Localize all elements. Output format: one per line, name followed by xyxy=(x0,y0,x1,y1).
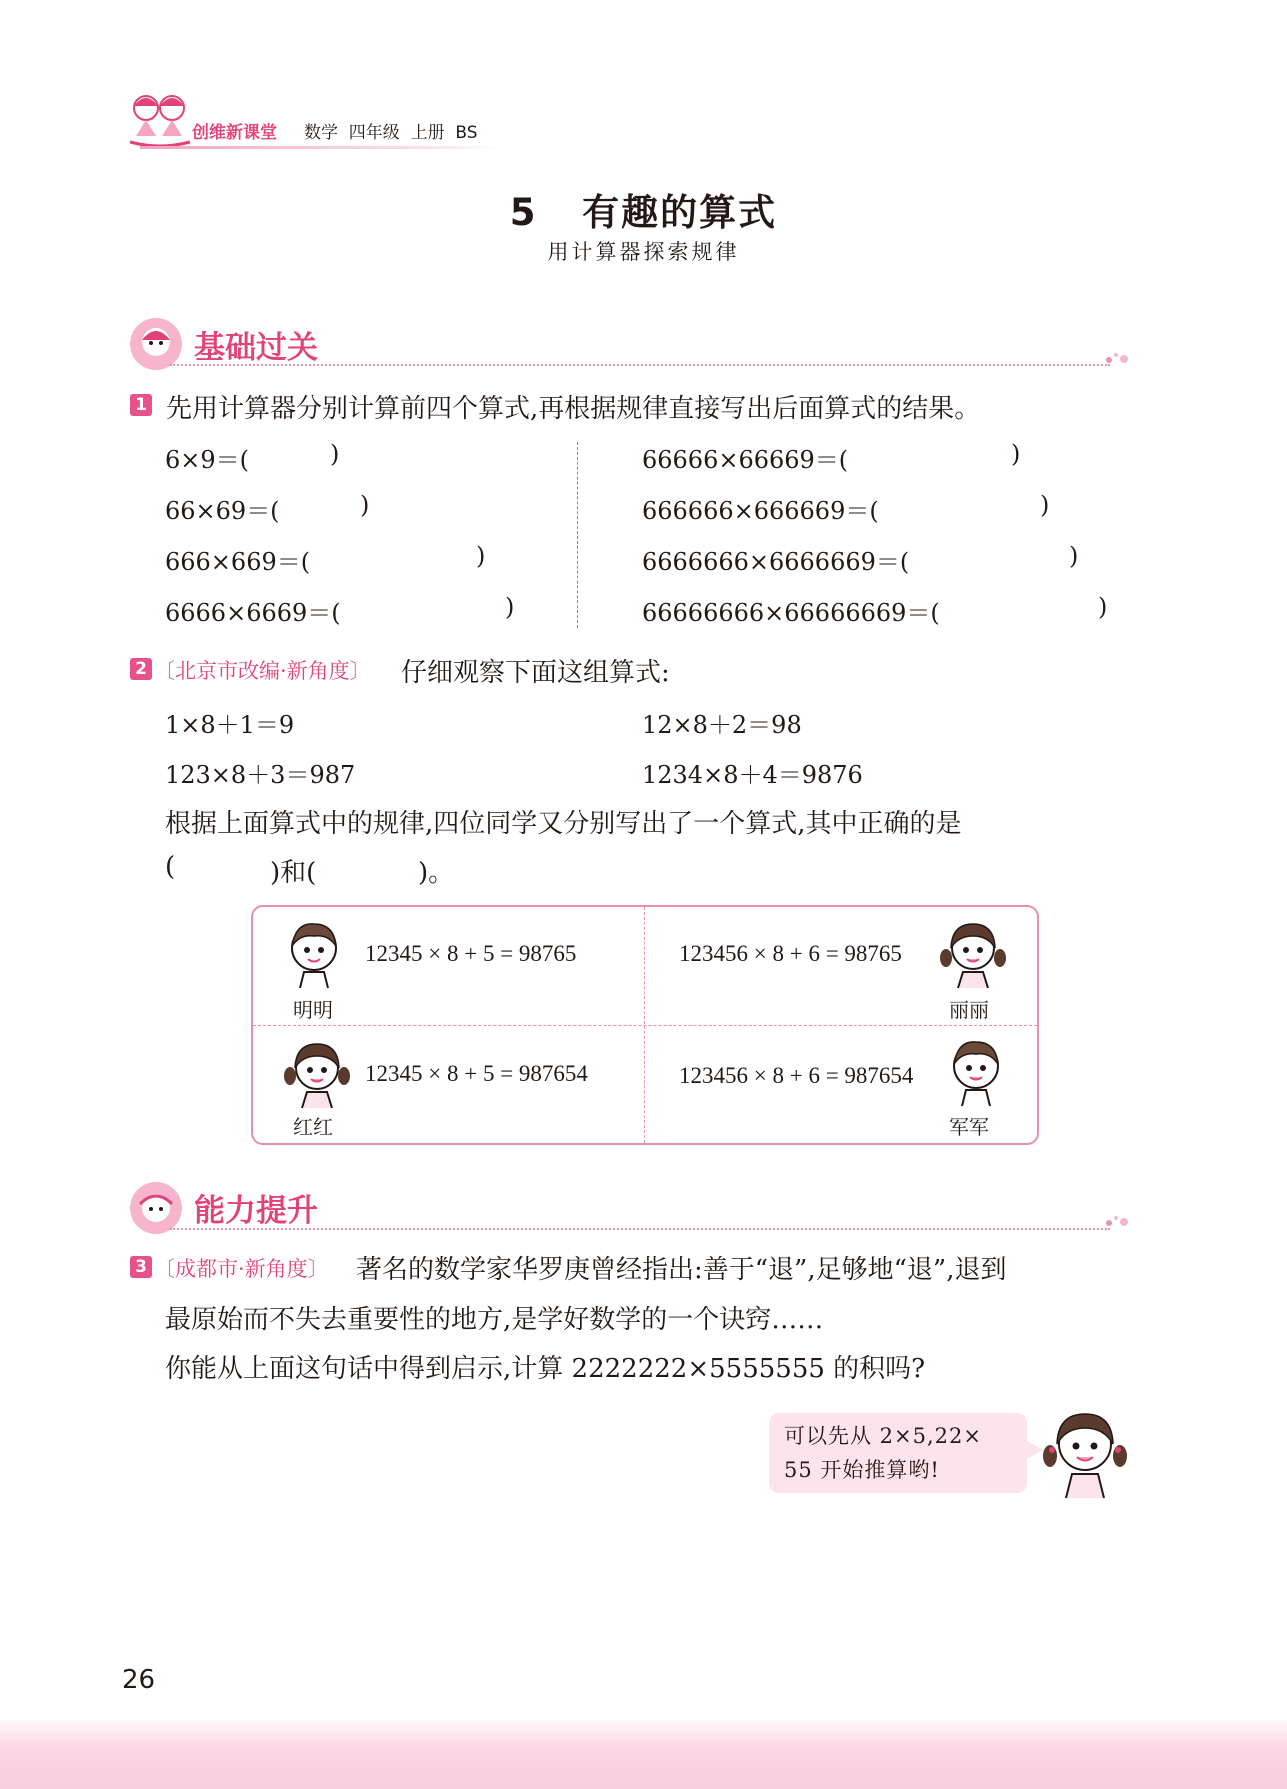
basic-section-dots xyxy=(1104,351,1130,365)
honghong-equation: 12345 × 8 + 5 = 987654 xyxy=(365,1061,588,1086)
q2-eq-3: 123×8＋3＝987 xyxy=(165,761,356,789)
basic-section-divider xyxy=(170,364,1110,366)
q1-left-close-1: ) xyxy=(330,440,340,468)
mingming-boy-icon xyxy=(282,916,346,990)
q1-left-close-2: ) xyxy=(360,491,370,519)
junjun-boy-icon xyxy=(944,1034,1008,1108)
question-2-source-tag: 〔北京市改编·新角度〕 xyxy=(154,659,371,683)
q1-left-eq-2: 66×69＝( xyxy=(165,497,280,525)
q1-right-eq-2: 666666×666669＝( xyxy=(642,497,879,525)
book-info: 数学 四年级 上册 BS xyxy=(304,123,478,143)
q2-answer-close: )。 xyxy=(418,858,455,888)
lesson-title: 5 有趣的算式 xyxy=(509,191,778,234)
q1-left-close-3: ) xyxy=(476,542,486,570)
question-3-line-3: 你能从上面这句话中得到启示,计算 2222222×5555555 的积吗? xyxy=(165,1354,926,1384)
junjun-name: 军军 xyxy=(949,1115,989,1139)
question-3-badge: 3 xyxy=(130,1256,152,1278)
advanced-section-title: 能力提升 xyxy=(194,1193,318,1229)
question-2-badge: 2 xyxy=(130,658,152,680)
lili-girl-icon xyxy=(938,914,1008,990)
q1-left-eq-1: 6×9＝( xyxy=(165,446,250,474)
brand-name: 创维新课堂 xyxy=(192,123,277,143)
mingming-equation: 12345 × 8 + 5 = 98765 xyxy=(365,941,577,966)
question-3-source-tag: 〔成都市·新角度〕 xyxy=(154,1257,329,1281)
q1-left-eq-4: 6666×6669＝( xyxy=(165,599,341,627)
q1-right-close-1: ) xyxy=(1011,440,1021,468)
hint-line-2: 55 开始推算哟! xyxy=(784,1458,940,1482)
q2-eq-4: 1234×8＋4＝9876 xyxy=(642,761,863,789)
q2-eq-1: 1×8＋1＝9 xyxy=(165,711,295,739)
hint-line-1: 可以先从 2×5,22× xyxy=(784,1424,982,1448)
q1-right-eq-1: 66666×66669＝( xyxy=(642,446,849,474)
mingming-name: 明明 xyxy=(293,998,333,1022)
q2-answer-and: )和( xyxy=(270,858,317,888)
hint-girl-icon xyxy=(1040,1400,1130,1500)
header-underline xyxy=(140,146,500,149)
table-horizontal-divider xyxy=(253,1025,1037,1026)
q1-right-close-3: ) xyxy=(1069,542,1079,570)
question-3-line-2: 最原始而不失去重要性的地方,是学好数学的一个诀窍…… xyxy=(165,1305,824,1335)
question-1-badge: 1 xyxy=(130,394,152,416)
advanced-section-divider xyxy=(170,1228,1110,1230)
header-kids-logo xyxy=(124,86,196,152)
q1-right-close-2: ) xyxy=(1040,491,1050,519)
advanced-section-dots xyxy=(1104,1214,1130,1228)
basic-section-title: 基础过关 xyxy=(194,330,318,366)
q2-eq-2: 12×8＋2＝98 xyxy=(642,711,802,739)
q1-right-close-4: ) xyxy=(1098,593,1108,621)
lesson-subtitle: 用计算器探索规律 xyxy=(547,240,740,264)
q1-right-eq-4: 66666666×66666669＝( xyxy=(642,599,940,627)
page-number: 26 xyxy=(122,1665,156,1695)
question-1-divider xyxy=(577,442,578,628)
lili-name: 丽丽 xyxy=(949,998,989,1022)
lili-equation: 123456 × 8 + 6 = 98765 xyxy=(679,941,902,966)
footer-band xyxy=(0,1720,1287,1789)
junjun-equation: 123456 × 8 + 6 = 987654 xyxy=(679,1063,914,1088)
honghong-name: 红红 xyxy=(293,1115,333,1139)
question-2-text: 仔细观察下面这组算式: xyxy=(401,658,670,688)
q2-answer-paren-open: ( xyxy=(165,852,176,882)
question-1-text: 先用计算器分别计算前四个算式,再根据规律直接写出后面算式的结果。 xyxy=(166,394,981,424)
question-3-line-1: 著名的数学家华罗庚曾经指出:善于“退”,足够地“退”,退到 xyxy=(356,1255,1007,1285)
question-2-prompt: 根据上面算式中的规律,四位同学又分别写出了一个算式,其中正确的是 xyxy=(165,809,962,839)
q1-left-eq-3: 666×669＝( xyxy=(165,548,311,576)
q1-left-close-4: ) xyxy=(505,593,515,621)
honghong-girl-icon xyxy=(282,1034,352,1110)
q1-right-eq-3: 6666666×6666669＝( xyxy=(642,548,910,576)
